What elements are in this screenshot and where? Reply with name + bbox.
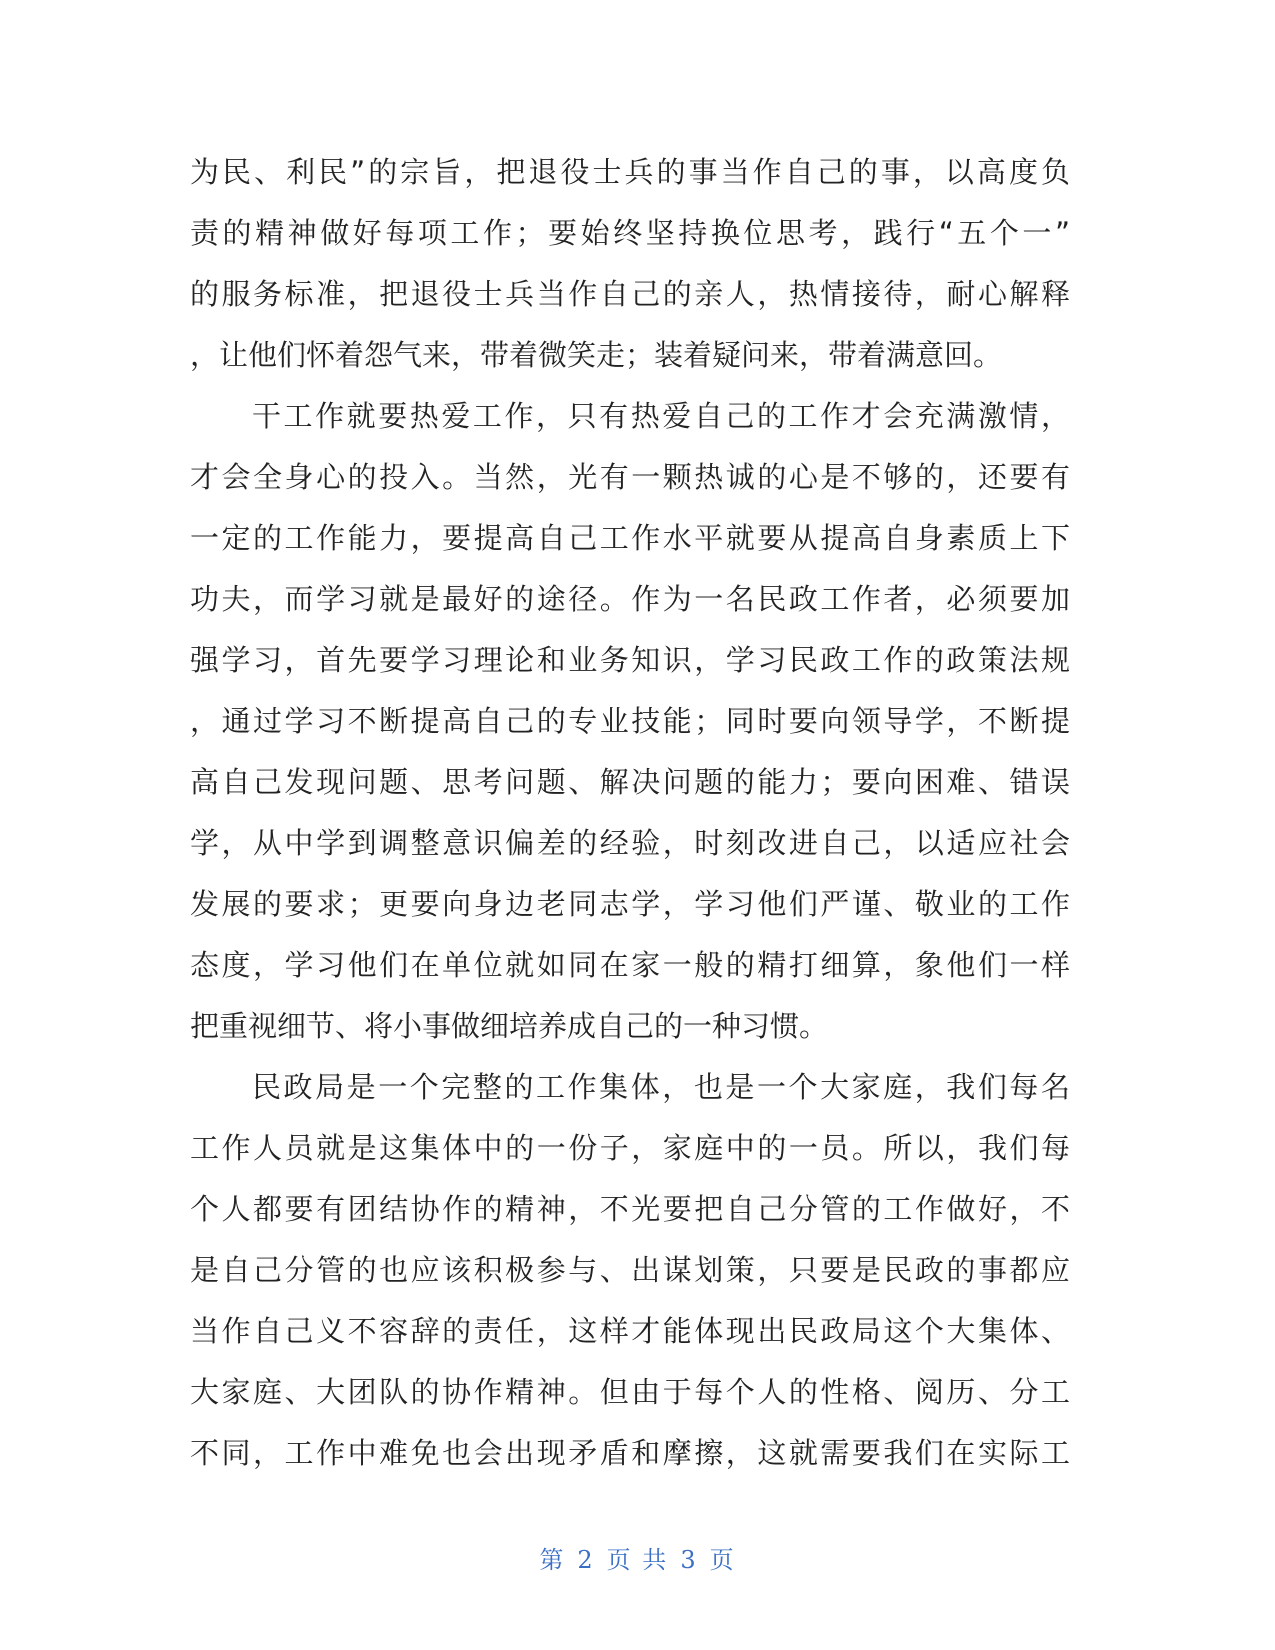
text-line: 不同，工作中难免也会出现矛盾和摩擦，这就需要我们在实际工 [190,1436,1070,1470]
text-line: 把重视细节、将小事做细培养成自己的一种习惯。 [190,1009,829,1043]
text-line: 的服务标准，把退役士兵当作自己的亲人，热情接待，耐心解释 [190,277,1070,311]
text-line: 一定的工作能力，要提高自己工作水平就要从提高自身素质上下 [190,521,1070,555]
page-number-footer [0,1540,1275,1575]
text-line: 工作人员就是这集体中的一份子，家庭中的一员。所以，我们每 [190,1131,1070,1165]
current-page-number: 2 [577,1546,595,1574]
text-line: 责的精神做好每项工作；要始终坚持换位思考，践行“五个一” [190,216,1070,250]
footer-middle: 页 共 [606,1546,669,1574]
total-page-count: 3 [680,1546,698,1574]
text-line: 个人都要有团结协作的精神，不光要把自己分管的工作做好，不 [190,1192,1070,1226]
footer-suffix: 页 [709,1546,736,1574]
text-line: 发展的要求；更要向身边老同志学，学习他们严谨、敬业的工作 [190,887,1070,921]
text-line: 态度，学习他们在单位就如同在家一般的精打细算，象他们一样 [190,948,1070,982]
text-line: ，让他们怀着怨气来，带着微笑走；装着疑问来，带着满意回。 [190,338,1003,372]
footer-prefix: 第 [539,1546,566,1574]
text-line: 当作自己义不容辞的责任，这样才能体现出民政局这个大集体、 [190,1314,1070,1348]
text-line: 学，从中学到调整意识偏差的经验，时刻改进自己，以适应社会 [190,826,1070,860]
text-line: 大家庭、大团队的协作精神。但由于每个人的性格、阅历、分工 [190,1375,1070,1409]
paragraph-start-line: 干工作就要热爱工作，只有热爱自己的工作才会充满激情， [252,399,1070,433]
text-line: ，通过学习不断提高自己的专业技能；同时要向领导学，不断提 [190,704,1070,738]
text-line: 功夫，而学习就是最好的途径。作为一名民政工作者，必须要加 [190,582,1070,616]
text-line: 才会全身心的投入。当然，光有一颗热诚的心是不够的，还要有 [190,460,1070,494]
text-line: 为民、利民”的宗旨，把退役士兵的事当作自己的事，以高度负 [190,155,1070,189]
text-line: 强学习，首先要学习理论和业务知识，学习民政工作的政策法规 [190,643,1070,677]
paragraph-start-line: 民政局是一个完整的工作集体，也是一个大家庭，我们每名 [252,1070,1070,1104]
document-body [190,142,1070,1484]
text-line: 高自己发现问题、思考问题、解决问题的能力；要向困难、错误 [190,765,1070,799]
text-line: 是自己分管的也应该积极参与、出谋划策，只要是民政的事都应 [190,1253,1070,1287]
